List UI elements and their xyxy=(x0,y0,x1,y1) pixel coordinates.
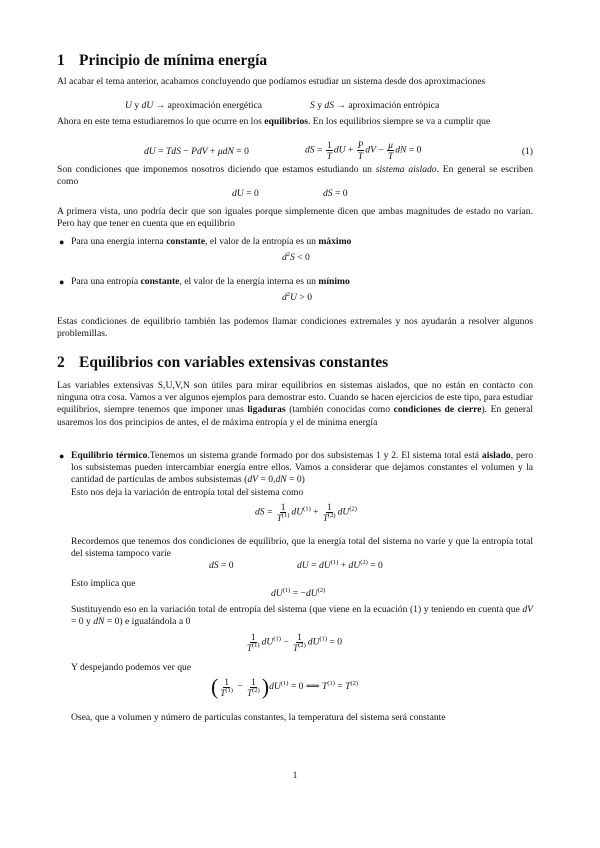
approximations-line: U y dU → aproximación energética S y dS → aproximación entrópica xyxy=(125,100,440,111)
equation-d2U: $d^2U > 0$ xyxy=(282,291,312,303)
b1-text-f: Esto implica que xyxy=(71,578,136,589)
b1-text-j: Osea, que a volumen y número de partículas constantes, la temperatura del sistema será constante xyxy=(71,712,446,723)
equation-d2S: $d^2S < 0$ xyxy=(282,251,310,263)
page-number: 1 xyxy=(292,770,298,781)
bullet-dot-icon: ● xyxy=(59,451,65,461)
s1-para2: Ahora en este tema estudiaremos lo que ocurre en los equilibrios. En los equilibrios siempre se va a cumplir que xyxy=(57,116,491,127)
bullet-max-entropy: ● Para una energía interna constante, el valor de la entropía es un máximo xyxy=(59,236,352,247)
s1-para4: A primera vista, uno podría decir que son iguales porque simplemente dicen que ambas magnitudes de estado no varían. Pero hay que tener en cuenta que en equilibrio xyxy=(57,206,533,230)
equation-1-number: (1) xyxy=(521,146,533,157)
equation-equilibrium-conditions: dS = 0 dU = $dU^{(1)} + dU^{(2)} = 0$ xyxy=(209,559,383,571)
section-2-title: Equilibrios con variables extensivas constantes xyxy=(79,354,389,371)
section-2-heading xyxy=(57,354,388,372)
s1-para3: Son condiciones que imponemos nosotros diciendo que estamos estudiando un sistema aislado. En general se escriben como xyxy=(57,164,533,188)
page xyxy=(57,0,533,848)
b1-text-d: Esto nos deja la variación de entropía total del sistema como xyxy=(71,486,304,498)
s1-intro: Al acabar el tema anterior, acabamos concluyendo que podíamos estudiar un sistema desde dos aproximaciones xyxy=(57,76,486,87)
bullet-min-energy: ● Para una entropía constante, el valor de la energía interna es un mínimo xyxy=(59,276,350,287)
section-1-title: Principio de mínima energía xyxy=(79,52,268,69)
b1-text-e: Recordemos que tenemos dos condiciones de equilibrio, que la energía total del sistema no varíe y que la entropía total del sistema tampoco varíe xyxy=(71,536,533,560)
s1-para5: Estas condiciones de equilibrio también las podemos llamar condiciones extremales y nos ayudarán a resolver algunos problemillas. xyxy=(57,316,533,340)
b1-text-g: Sustituyendo eso en la variación total de entropía del sistema (que viene en la ecuación (1) y teniendo en cuenta que dV = 0 y dN = 0) e igualándola a 0 xyxy=(71,604,533,628)
section-1-heading xyxy=(57,52,267,70)
approx-entropy: aproximación entrópica xyxy=(348,100,440,111)
equation-total-entropy: dS = $\frac{1}{T^{(1)}}$ $dU^{(1)}$ + $\frac{1}{T^{(2)}}$ $dU^{(2)}$ xyxy=(255,502,357,523)
section-2-number: 2 xyxy=(57,354,65,371)
isolated-conditions: dU = 0 dS = 0 xyxy=(232,188,348,199)
bullet-thermal-equilibrium: ● Equilibrio térmico.Tenemos un sistema grande formado por dos subsistemas 1 y 2. El sistema total está aislado, pero los subsistemas pueden intercambiar energía entre ellos. Vamos a considerar que dejamos constantes el volumen y la cantidad de partículas de ambos subsistemas (dV = 0,dN = 0) Esto nos deja la variación de entropía total del sistema como xyxy=(59,450,533,498)
equation-temperature-equality: ( $\frac{1}{T^{(1)}}$ − $\frac{1}{T^{(2)}}$ )$dU^{(1)} = 0$ ⟹ $T^{(1)} = T^{(2)}$ xyxy=(211,674,359,699)
s2-para1: Las variables extensivas S,U,V,N son útiles para mirar equilibrios en sistemas aislados, que no están en contacto con ninguna otra cosa. Vamos a ver algunos ejemplos para demostrar esto. Cuando se hacen ejercicios de este tipo, para estudiar equilibrios, siempre tenemos que imponer unas ligaduras (también conocidas como condiciones de cierre). En general usaremos los dos principios de antes, el de máxima entropía y el de mínima energía xyxy=(57,380,533,428)
approx-energy: aproximación energética xyxy=(167,100,263,111)
b1-text-i: Y despejando podemos ver que xyxy=(71,662,192,673)
equation-energy-exchange: $dU^{(1)} = -dU^{(2)}$ xyxy=(271,587,326,599)
equation-1: dU = TdS − PdV + μdN = 0 dS = $\frac{1}{T}$ dU + $\frac{P}{T}$ dV − $\frac{\mu}{T}$ dN = 0 (1) xyxy=(144,140,533,161)
section-1-number: 1 xyxy=(57,52,65,69)
equation-entropy-zero: $\frac{1}{T^{(1)}}$ $dU^{(1)}$ − $\frac{1}{T^{(2)}}$ $dU^{(1)} = 0$ xyxy=(247,632,343,653)
bullet-dot-icon: ● xyxy=(59,277,65,287)
bullet-dot-icon: ● xyxy=(59,237,65,247)
